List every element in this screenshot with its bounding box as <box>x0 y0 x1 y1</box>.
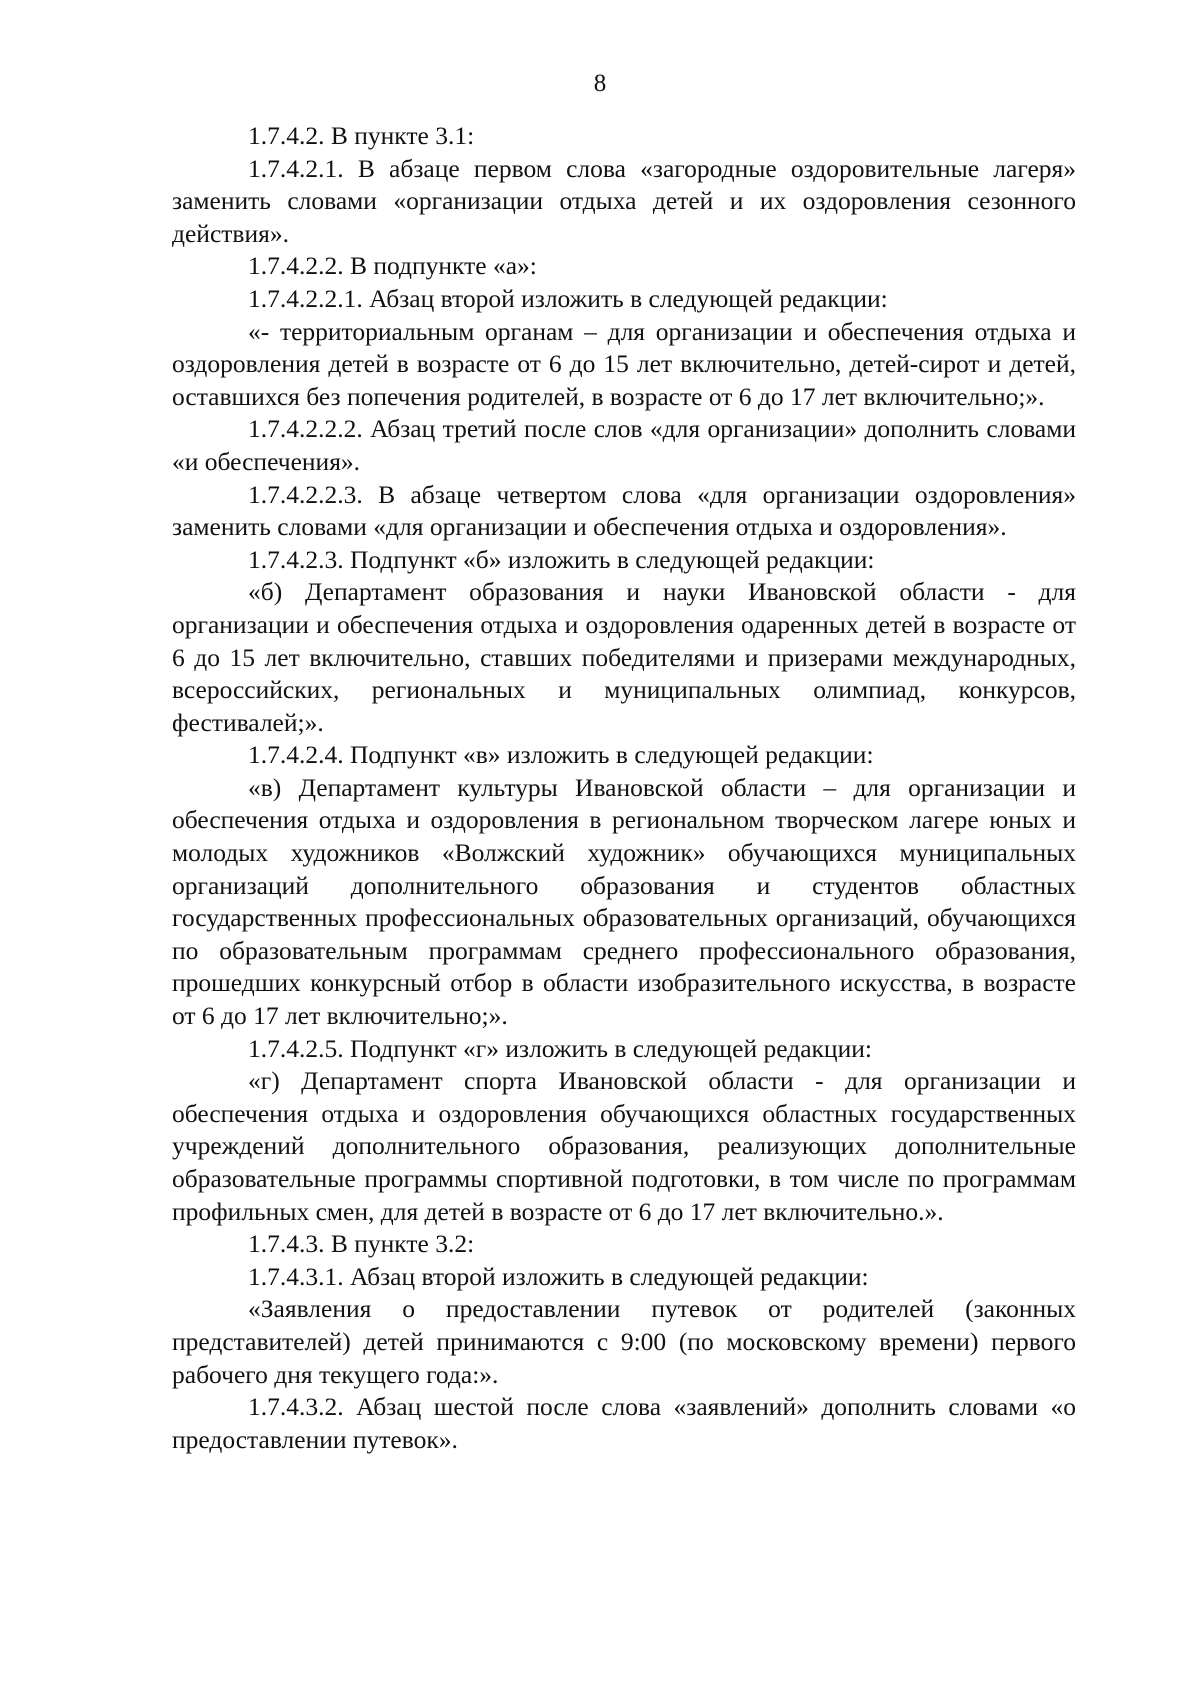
paragraph-1-7-4-3: 1.7.4.3. В пункте 3.2: <box>248 1229 475 1259</box>
page-number: 8 <box>593 70 607 97</box>
paragraph-1-7-4-2-2-2: 1.7.4.2.2.2. Абзац третий после слов «для организации» дополнить словами «и обеспечения». <box>172 414 1076 476</box>
paragraph-1-7-4-3-1: 1.7.4.3.1. Абзац второй изложить в следующей редакции: <box>248 1261 869 1291</box>
paragraph-1-7-4-3-2: 1.7.4.3.2. Абзац шестой после слова «заявлений» дополнить словами «о предоставлении путевок». <box>172 1392 1076 1454</box>
quoted-paragraph-applications: «Заявления о предоставлении путевок от родителей (законных представителей) детей принимаются с 9:00 (по московскому времени) первого рабочего дня текущего года:». <box>172 1294 1076 1389</box>
paragraph-1-7-4-2-3: 1.7.4.2.3. Подпункт «б» изложить в следующей редакции: <box>248 544 875 574</box>
paragraph-1-7-4-2-2: 1.7.4.2.2. В подпункте «а»: <box>248 251 537 281</box>
paragraph-1-7-4-2-1: 1.7.4.2.1. В абзаце первом слова «загородные оздоровительные лагеря» заменить словами «организации отдыха детей и их оздоровления сезонного действия». <box>172 153 1076 248</box>
quoted-paragraph-territorial-bodies: «- территориальным органам – для организации и обеспечения отдыха и оздоровления детей в возрасте от 6 до 15 лет включительно, детей-сирот и детей, оставшихся без попечения родителей, в возрасте от 6 до 17 лет включительно;». <box>172 316 1076 411</box>
quoted-subparagraph-b: «б) Департамент образования и науки Ивановской области - для организации и обеспечения отдыха и оздоровления одаренных детей в возрасте от 6 до 15 лет включительно, ставших победителями и призерами международных, всероссийских, региональных и муниципальных олимпиад, конкурсов, фестивалей;». <box>172 577 1076 737</box>
paragraph-1-7-4-2: 1.7.4.2. В пункте 3.1: <box>248 121 475 150</box>
paragraph-1-7-4-2-5: 1.7.4.2.5. Подпункт «г» изложить в следующей редакции: <box>248 1033 872 1063</box>
paragraph-1-7-4-2-2-3: 1.7.4.2.2.3. В абзаце четвертом слова «для организации оздоровления» заменить словами «для организации и обеспечения отдыха и оздоровления». <box>172 479 1076 542</box>
quoted-subparagraph-g: «г) Департамент спорта Ивановской области - для организации и обеспечения отдыха и оздоровления обучающихся областных государственных учреждений дополнительного образования, реализующих дополнительные образовательные программы спортивной подготовки, в том числе по программам профильных смен, для детей в возрасте от 6 до 17 лет включительно.». <box>172 1066 1076 1226</box>
quoted-subparagraph-v: «в) Департамент культуры Ивановской области – для организации и обеспечения отдыха и оздоровления в региональном творческом лагере юных и молодых художников «Волжский художник» обучающихся муниципальных организаций дополнительного образования и студентов областных государственных профессиональных образовательных организаций, обучающихся по образовательным программам среднего профессионального образования, прошедших конкурсный отбор в области изобразительного искусства, в возрасте от 6 до 17 лет включительно;». <box>172 772 1076 1031</box>
paragraph-1-7-4-2-4: 1.7.4.2.4. Подпункт «в» изложить в следующей редакции: <box>248 740 874 770</box>
paragraph-1-7-4-2-2-1: 1.7.4.2.2.1. Абзац второй изложить в следующей редакции: <box>248 283 888 313</box>
document-body <box>172 120 1076 1456</box>
